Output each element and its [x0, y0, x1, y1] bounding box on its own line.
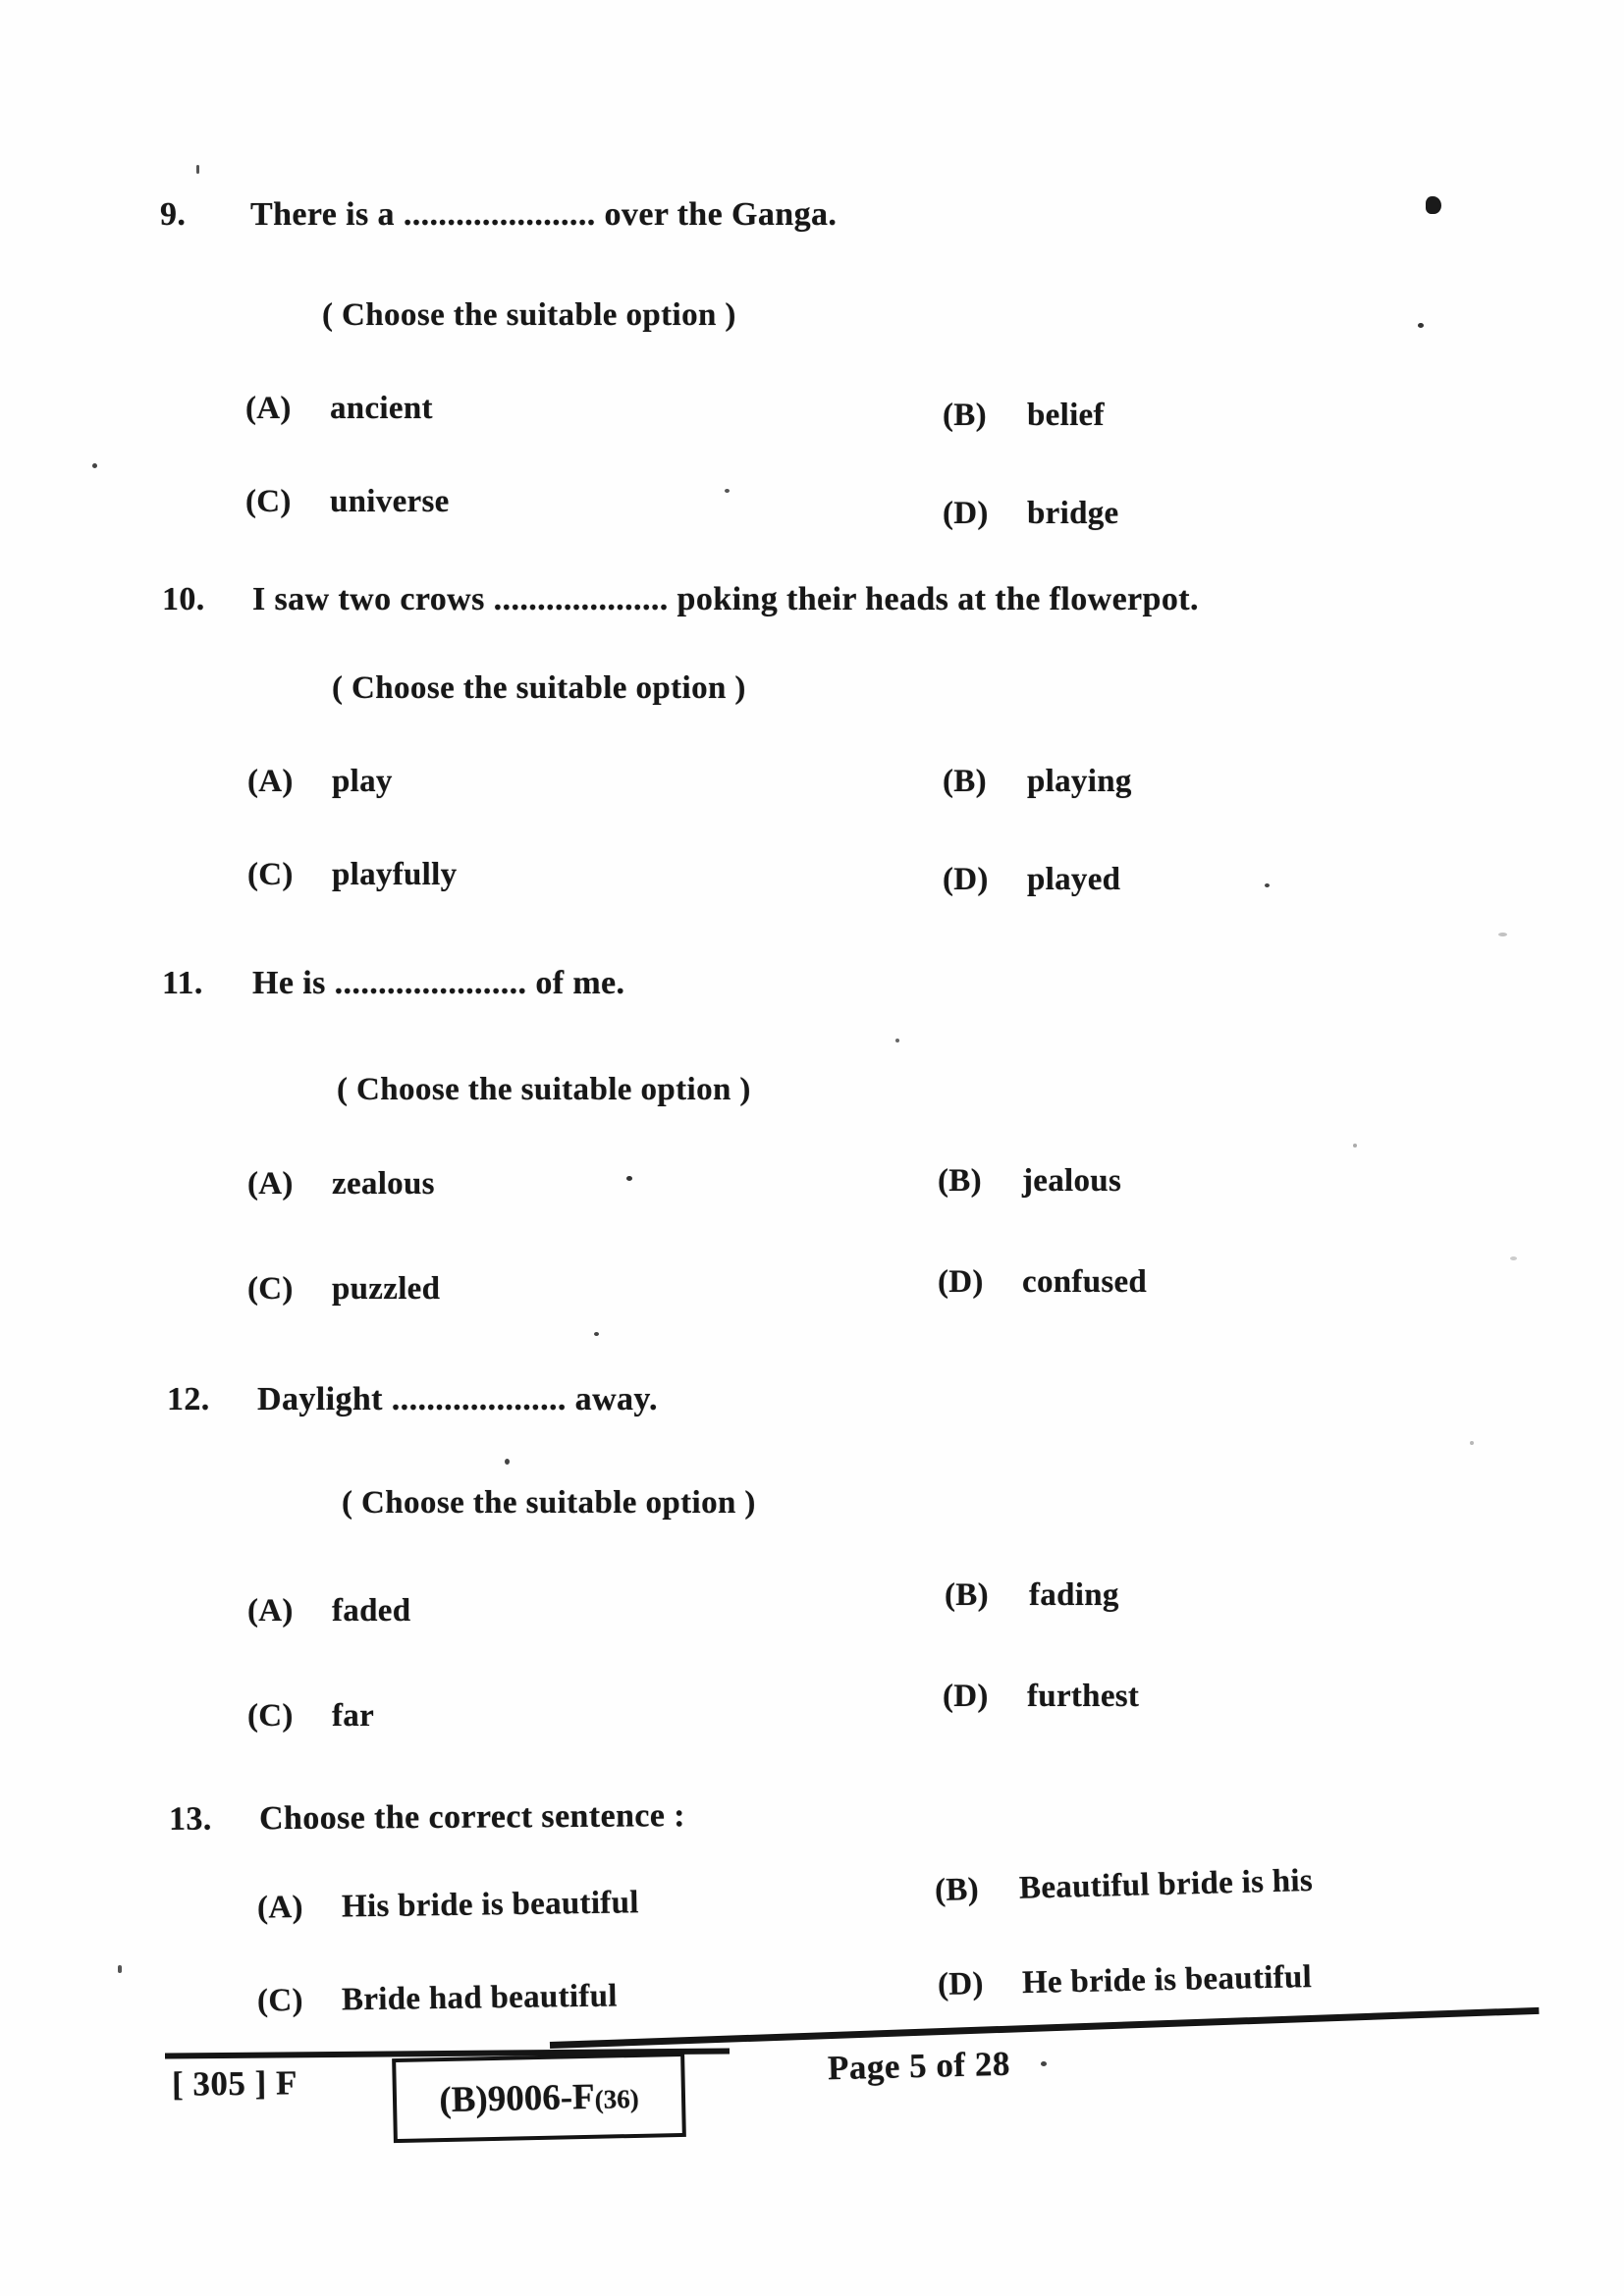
question-9-option-b-text: belief: [1027, 398, 1105, 433]
scan-speck: [594, 1332, 599, 1336]
question-9-option-c-label: (C): [245, 484, 292, 519]
question-11-option-c-label: (C): [247, 1271, 294, 1307]
question-10-option-a-text: play: [332, 764, 393, 799]
scan-speck: [1353, 1144, 1357, 1148]
question-12-option-d-text: furthest: [1027, 1679, 1140, 1714]
scan-speck: [1265, 883, 1270, 887]
paper-code-box: [392, 2053, 686, 2143]
page-indicator: Page 5 of 28: [827, 2044, 1011, 2088]
footer-rule-right: [550, 2007, 1540, 2049]
question-9-option-d-label: (D): [943, 496, 989, 531]
question-11-text: He is ...................... of me.: [252, 965, 625, 1001]
question-13-option-c: [257, 1978, 618, 2019]
question-9-text: There is a ...................... over the Ganga.: [250, 196, 838, 233]
paper-code-suffix: (36): [594, 2083, 639, 2114]
question-10-option-b-label: (B): [943, 764, 987, 799]
question-10: [162, 581, 1199, 618]
question-12-text: Daylight .................... away.: [257, 1381, 658, 1417]
question-12-option-d-label: (D): [943, 1679, 989, 1714]
question-11-option-a-text: zealous: [332, 1166, 435, 1201]
question-11-option-c: [247, 1271, 440, 1308]
scan-speck: [118, 1965, 122, 1973]
scan-speck: [1510, 1256, 1517, 1260]
question-10-option-b-text: playing: [1027, 764, 1132, 799]
question-12-option-b-label: (B): [945, 1577, 989, 1613]
question-9-option-a: [245, 391, 433, 427]
question-11-option-d: [938, 1264, 1147, 1301]
question-12-option-a: [247, 1593, 410, 1629]
question-10-option-d: [943, 862, 1120, 898]
question-9-option-c: [245, 484, 450, 520]
question-11: [162, 965, 624, 1002]
question-13-option-a: [257, 1885, 639, 1926]
question-12: [167, 1381, 658, 1418]
question-13-number: 13.: [168, 1800, 212, 1838]
scan-speck: [1498, 933, 1507, 936]
question-9: [160, 196, 837, 234]
question-10-instruction: ( Choose the suitable option ): [332, 670, 746, 706]
question-13-option-c-label: (C): [256, 1982, 303, 2019]
question-11-option-d-text: confused: [1022, 1264, 1148, 1300]
question-13-option-b-label: (B): [934, 1871, 980, 1909]
scan-speck: [1470, 1441, 1474, 1445]
question-11-instruction: ( Choose the suitable option ): [337, 1072, 751, 1107]
question-12-option-b-text: fading: [1029, 1577, 1119, 1613]
question-10-option-b: [943, 764, 1132, 800]
question-9-option-d: [943, 496, 1118, 532]
question-12-option-d: [943, 1679, 1139, 1715]
scan-speck: [895, 1039, 899, 1042]
question-13-option-a-label: (A): [256, 1890, 303, 1926]
question-10-option-c: [247, 857, 457, 893]
question-12-option-c-label: (C): [247, 1698, 294, 1734]
question-10-option-c-label: (C): [247, 857, 294, 892]
question-11-option-c-text: puzzled: [332, 1271, 441, 1307]
question-9-option-a-text: ancient: [330, 391, 433, 426]
scan-speck: [92, 463, 97, 468]
question-9-option-b-label: (B): [943, 398, 987, 433]
question-11-option-a-label: (A): [247, 1166, 294, 1201]
question-13-option-b-text: Beautiful bride is his: [1018, 1862, 1314, 1906]
question-9-option-d-text: bridge: [1027, 496, 1119, 531]
question-13-option-d-text: He bride is beautiful: [1021, 1959, 1313, 2002]
question-10-option-a-label: (A): [247, 764, 294, 799]
question-13-option-d: [938, 1959, 1313, 2003]
question-13-option-a-text: His bride is beautiful: [341, 1885, 639, 1925]
question-12-option-c-text: far: [332, 1698, 375, 1734]
question-9-instruction: ( Choose the suitable option ): [322, 297, 736, 333]
question-11-option-a: [247, 1166, 435, 1202]
question-9-number: 9.: [160, 196, 187, 233]
question-12-number: 12.: [167, 1381, 210, 1417]
question-10-text: I saw two crows .................... poking their heads at the flowerpot.: [252, 581, 1199, 617]
question-13-option-c-text: Bride had beautiful: [341, 1978, 618, 2018]
question-12-option-a-label: (A): [247, 1593, 294, 1629]
question-12-option-a-text: faded: [332, 1593, 411, 1629]
scan-speck: [626, 1176, 632, 1181]
question-11-number: 11.: [162, 965, 203, 1001]
question-10-option-c-text: playfully: [332, 857, 458, 892]
question-10-option-d-text: played: [1027, 862, 1121, 897]
question-11-option-b: [938, 1163, 1121, 1200]
question-9-option-b: [943, 398, 1105, 434]
question-12-option-b: [945, 1577, 1119, 1614]
question-10-option-a: [247, 764, 393, 800]
question-10-option-d-label: (D): [943, 862, 989, 897]
scan-speck: [1041, 2061, 1047, 2066]
question-11-option-d-label: (D): [938, 1264, 984, 1300]
scan-speck: [1426, 196, 1441, 214]
question-12-option-c: [247, 1698, 374, 1735]
scan-speck: [1418, 323, 1424, 328]
question-10-number: 10.: [162, 581, 205, 617]
scan-speck: [196, 165, 199, 174]
question-13-option-d-label: (D): [937, 1966, 985, 2002]
question-9-option-a-label: (A): [245, 391, 292, 426]
booklet-code: [ 305 ] F: [171, 2063, 298, 2104]
scan-speck: [505, 1459, 510, 1465]
question-11-option-b-label: (B): [938, 1163, 982, 1199]
question-12-instruction: ( Choose the suitable option ): [342, 1485, 756, 1521]
question-9-option-c-text: universe: [330, 484, 450, 519]
question-11-option-b-text: jealous: [1022, 1163, 1122, 1199]
question-13-option-b: [935, 1863, 1314, 1909]
question-13: [169, 1797, 685, 1839]
question-13-text: Choose the correct sentence :: [258, 1797, 686, 1838]
paper-code: (B)9006-F: [438, 2076, 596, 2120]
scan-speck: [725, 489, 730, 493]
